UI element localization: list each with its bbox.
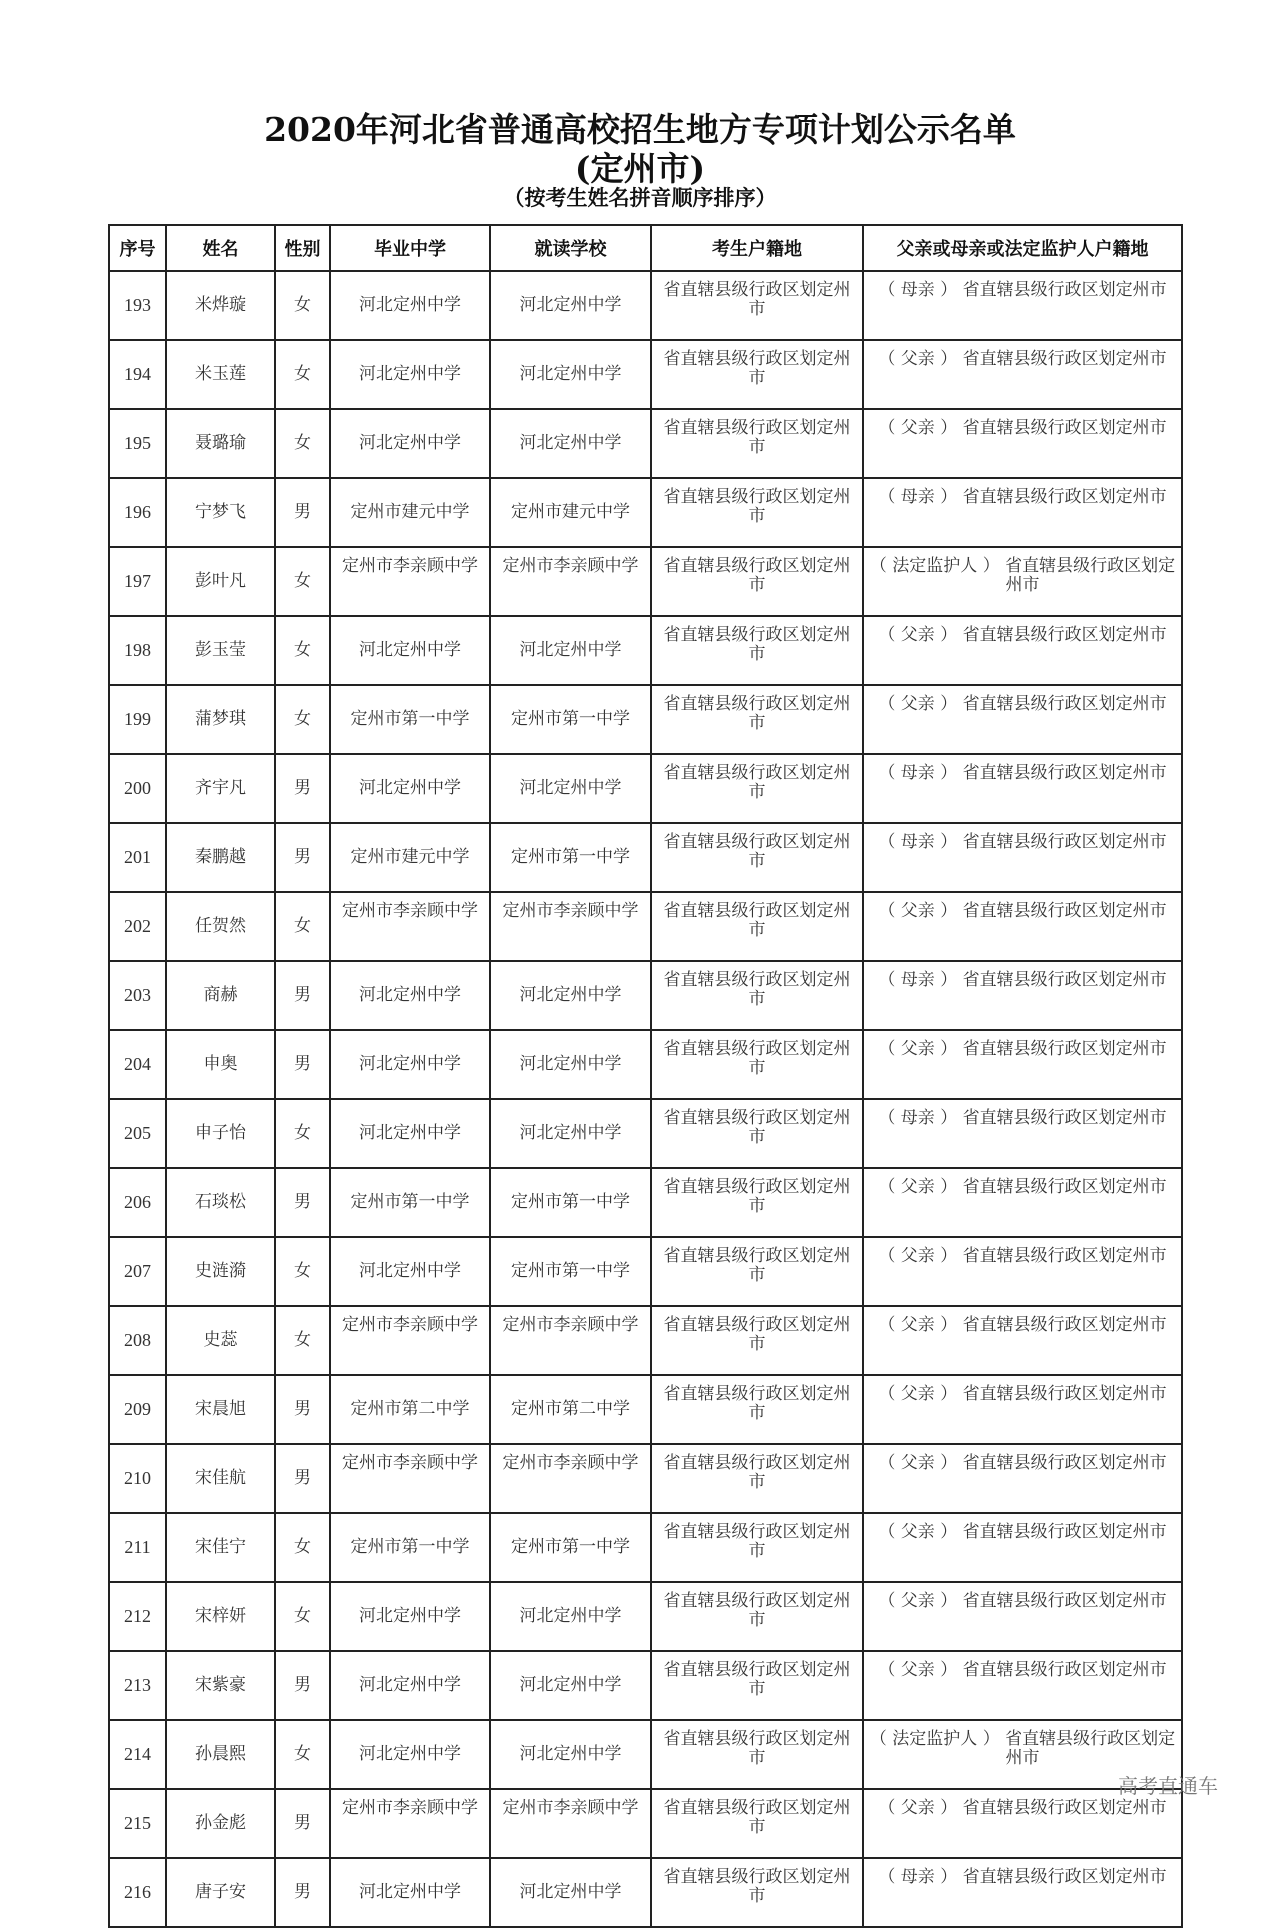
cell-gender: 女	[275, 1513, 330, 1582]
cell-graduated-school: 定州市第一中学	[330, 1513, 490, 1582]
table-row	[109, 1099, 1182, 1168]
cell-graduated-school: 河北定州中学	[330, 1099, 490, 1168]
cell-name: 孙金彪	[166, 1789, 275, 1858]
table-row	[109, 1513, 1182, 1582]
cell-seq: 215	[109, 1789, 166, 1858]
cell-seq: 208	[109, 1306, 166, 1375]
cell-guardian-hukou: （ 父亲 ） 省直辖县级行政区划定州市	[863, 1237, 1182, 1306]
cell-current-school: 河北定州中学	[490, 1099, 651, 1168]
cell-graduated-school: 定州市李亲顾中学	[330, 1306, 490, 1375]
table-row	[109, 478, 1182, 547]
cell-graduated-school: 定州市第二中学	[330, 1375, 490, 1444]
cell-seq: 207	[109, 1237, 166, 1306]
cell-student-hukou: 省直辖县级行政区划定州市	[651, 340, 863, 409]
cell-name: 宋紫豪	[166, 1651, 275, 1720]
cell-seq: 216	[109, 1858, 166, 1927]
cell-name: 任贺然	[166, 892, 275, 961]
cell-name: 史蕊	[166, 1306, 275, 1375]
page-title: 2020年河北省普通高校招生地方专项计划公示名单	[264, 110, 1016, 149]
cell-current-school: 定州市李亲顾中学	[490, 892, 651, 961]
column-header-guardian-hukou: 父亲或母亲或法定监护人户籍地	[863, 225, 1182, 271]
cell-graduated-school: 河北定州中学	[330, 271, 490, 340]
column-header-seq: 序号	[109, 225, 166, 271]
cell-gender: 男	[275, 961, 330, 1030]
cell-seq: 211	[109, 1513, 166, 1582]
cell-name: 孙晨熙	[166, 1720, 275, 1789]
cell-guardian-hukou: （ 法定监护人 ） 省直辖县级行政区划定州市	[863, 1720, 1182, 1789]
cell-current-school: 定州市第一中学	[490, 1168, 651, 1237]
cell-graduated-school: 定州市第一中学	[330, 1168, 490, 1237]
cell-student-hukou: 省直辖县级行政区划定州市	[651, 1030, 863, 1099]
column-header-graduated-school: 毕业中学	[330, 225, 490, 271]
table-row	[109, 1375, 1182, 1444]
cell-gender: 男	[275, 1030, 330, 1099]
cell-guardian-hukou: （ 父亲 ） 省直辖县级行政区划定州市	[863, 616, 1182, 685]
cell-gender: 男	[275, 1858, 330, 1927]
cell-guardian-hukou: （ 母亲 ） 省直辖县级行政区划定州市	[863, 823, 1182, 892]
watermark: 高考直通车	[1118, 1774, 1218, 1798]
cell-student-hukou: 省直辖县级行政区划定州市	[651, 271, 863, 340]
cell-gender: 女	[275, 340, 330, 409]
cell-gender: 男	[275, 754, 330, 823]
cell-guardian-hukou: （ 母亲 ） 省直辖县级行政区划定州市	[863, 961, 1182, 1030]
cell-name: 申奥	[166, 1030, 275, 1099]
cell-guardian-hukou: （ 母亲 ） 省直辖县级行政区划定州市	[863, 1858, 1182, 1927]
cell-name: 米烨璇	[166, 271, 275, 340]
cell-graduated-school: 定州市建元中学	[330, 823, 490, 892]
cell-guardian-hukou: （ 父亲 ） 省直辖县级行政区划定州市	[863, 409, 1182, 478]
cell-seq: 194	[109, 340, 166, 409]
cell-student-hukou: 省直辖县级行政区划定州市	[651, 1375, 863, 1444]
cell-student-hukou: 省直辖县级行政区划定州市	[651, 1444, 863, 1513]
cell-guardian-hukou: （ 父亲 ） 省直辖县级行政区划定州市	[863, 340, 1182, 409]
cell-guardian-hukou: （ 父亲 ） 省直辖县级行政区划定州市	[863, 685, 1182, 754]
cell-graduated-school: 河北定州中学	[330, 961, 490, 1030]
cell-graduated-school: 河北定州中学	[330, 616, 490, 685]
column-header-gender: 性别	[275, 225, 330, 271]
cell-guardian-hukou: （ 父亲 ） 省直辖县级行政区划定州市	[863, 1582, 1182, 1651]
cell-seq: 202	[109, 892, 166, 961]
cell-graduated-school: 河北定州中学	[330, 1237, 490, 1306]
cell-name: 商赫	[166, 961, 275, 1030]
cell-graduated-school: 河北定州中学	[330, 1030, 490, 1099]
cell-gender: 男	[275, 478, 330, 547]
cell-seq: 213	[109, 1651, 166, 1720]
column-header-name: 姓名	[166, 225, 275, 271]
cell-seq: 199	[109, 685, 166, 754]
cell-name: 米玉莲	[166, 340, 275, 409]
cell-name: 史涟漪	[166, 1237, 275, 1306]
cell-student-hukou: 省直辖县级行政区划定州市	[651, 1306, 863, 1375]
table-row	[109, 1030, 1182, 1099]
cell-guardian-hukou: （ 父亲 ） 省直辖县级行政区划定州市	[863, 1651, 1182, 1720]
cell-name: 宋晨旭	[166, 1375, 275, 1444]
cell-student-hukou: 省直辖县级行政区划定州市	[651, 961, 863, 1030]
cell-current-school: 河北定州中学	[490, 616, 651, 685]
cell-seq: 197	[109, 547, 166, 616]
cell-current-school: 河北定州中学	[490, 1651, 651, 1720]
cell-graduated-school: 河北定州中学	[330, 1720, 490, 1789]
cell-current-school: 河北定州中学	[490, 961, 651, 1030]
cell-gender: 男	[275, 1444, 330, 1513]
cell-seq: 203	[109, 961, 166, 1030]
page-subtitle: (定州市)	[574, 149, 706, 188]
cell-gender: 女	[275, 616, 330, 685]
cell-graduated-school: 河北定州中学	[330, 754, 490, 823]
cell-guardian-hukou: （ 母亲 ） 省直辖县级行政区划定州市	[863, 1099, 1182, 1168]
cell-name: 齐宇凡	[166, 754, 275, 823]
cell-gender: 女	[275, 1720, 330, 1789]
cell-current-school: 定州市第一中学	[490, 823, 651, 892]
cell-student-hukou: 省直辖县级行政区划定州市	[651, 892, 863, 961]
cell-gender: 女	[275, 1582, 330, 1651]
cell-guardian-hukou: （ 法定监护人 ） 省直辖县级行政区划定州市	[863, 547, 1182, 616]
table-row	[109, 340, 1182, 409]
cell-student-hukou: 省直辖县级行政区划定州市	[651, 1789, 863, 1858]
cell-current-school: 河北定州中学	[490, 271, 651, 340]
cell-guardian-hukou: （ 父亲 ） 省直辖县级行政区划定州市	[863, 1375, 1182, 1444]
cell-seq: 214	[109, 1720, 166, 1789]
cell-gender: 女	[275, 1237, 330, 1306]
cell-guardian-hukou: （ 父亲 ） 省直辖县级行政区划定州市	[863, 892, 1182, 961]
cell-gender: 女	[275, 547, 330, 616]
table-row	[109, 1306, 1182, 1375]
cell-student-hukou: 省直辖县级行政区划定州市	[651, 685, 863, 754]
cell-student-hukou: 省直辖县级行政区划定州市	[651, 1513, 863, 1582]
cell-gender: 男	[275, 1651, 330, 1720]
cell-gender: 女	[275, 1306, 330, 1375]
table-row	[109, 961, 1182, 1030]
cell-seq: 210	[109, 1444, 166, 1513]
cell-current-school: 定州市第一中学	[490, 1513, 651, 1582]
cell-current-school: 河北定州中学	[490, 754, 651, 823]
cell-current-school: 河北定州中学	[490, 1858, 651, 1927]
cell-graduated-school: 定州市建元中学	[330, 478, 490, 547]
cell-student-hukou: 省直辖县级行政区划定州市	[651, 1651, 863, 1720]
cell-name: 彭玉莹	[166, 616, 275, 685]
cell-gender: 女	[275, 1099, 330, 1168]
cell-seq: 206	[109, 1168, 166, 1237]
cell-guardian-hukou: （ 母亲 ） 省直辖县级行政区划定州市	[863, 478, 1182, 547]
cell-seq: 205	[109, 1099, 166, 1168]
cell-student-hukou: 省直辖县级行政区划定州市	[651, 547, 863, 616]
cell-current-school: 河北定州中学	[490, 1720, 651, 1789]
cell-name: 宁梦飞	[166, 478, 275, 547]
cell-graduated-school: 河北定州中学	[330, 409, 490, 478]
cell-student-hukou: 省直辖县级行政区划定州市	[651, 1099, 863, 1168]
cell-student-hukou: 省直辖县级行政区划定州市	[651, 409, 863, 478]
roster-table	[108, 224, 1183, 1928]
column-header-student-hukou: 考生户籍地	[651, 225, 863, 271]
cell-graduated-school: 定州市李亲顾中学	[330, 1789, 490, 1858]
cell-seq: 209	[109, 1375, 166, 1444]
cell-guardian-hukou: （ 父亲 ） 省直辖县级行政区划定州市	[863, 1030, 1182, 1099]
table-row	[109, 409, 1182, 478]
cell-name: 唐子安	[166, 1858, 275, 1927]
cell-current-school: 定州市李亲顾中学	[490, 1444, 651, 1513]
cell-student-hukou: 省直辖县级行政区划定州市	[651, 1237, 863, 1306]
table-row	[109, 547, 1182, 616]
table-row	[109, 1582, 1182, 1651]
cell-guardian-hukou: （ 父亲 ） 省直辖县级行政区划定州市	[863, 1444, 1182, 1513]
cell-student-hukou: 省直辖县级行政区划定州市	[651, 754, 863, 823]
cell-student-hukou: 省直辖县级行政区划定州市	[651, 1168, 863, 1237]
table-header-row	[109, 225, 1182, 271]
cell-current-school: 河北定州中学	[490, 340, 651, 409]
sort-note: （按考生姓名拼音顺序排序）	[503, 185, 777, 210]
table-row	[109, 616, 1182, 685]
cell-current-school: 定州市李亲顾中学	[490, 1789, 651, 1858]
cell-seq: 196	[109, 478, 166, 547]
cell-graduated-school: 定州市李亲顾中学	[330, 892, 490, 961]
table-row	[109, 1789, 1182, 1858]
cell-gender: 女	[275, 892, 330, 961]
cell-guardian-hukou: （ 父亲 ） 省直辖县级行政区划定州市	[863, 1513, 1182, 1582]
cell-seq: 200	[109, 754, 166, 823]
cell-current-school: 定州市第一中学	[490, 685, 651, 754]
cell-name: 申子怡	[166, 1099, 275, 1168]
table-row	[109, 892, 1182, 961]
cell-seq: 212	[109, 1582, 166, 1651]
table-row	[109, 1858, 1182, 1927]
cell-student-hukou: 省直辖县级行政区划定州市	[651, 616, 863, 685]
table-row	[109, 685, 1182, 754]
cell-graduated-school: 河北定州中学	[330, 1651, 490, 1720]
cell-name: 石琰松	[166, 1168, 275, 1237]
cell-student-hukou: 省直辖县级行政区划定州市	[651, 1720, 863, 1789]
cell-current-school: 河北定州中学	[490, 409, 651, 478]
cell-seq: 195	[109, 409, 166, 478]
table-row	[109, 1720, 1182, 1789]
cell-guardian-hukou: （ 母亲 ） 省直辖县级行政区划定州市	[863, 754, 1182, 823]
cell-guardian-hukou: （ 父亲 ） 省直辖县级行政区划定州市	[863, 1306, 1182, 1375]
cell-graduated-school: 河北定州中学	[330, 340, 490, 409]
cell-current-school: 定州市第一中学	[490, 1237, 651, 1306]
cell-name: 蒲梦琪	[166, 685, 275, 754]
table-row	[109, 271, 1182, 340]
cell-name: 秦鹏越	[166, 823, 275, 892]
cell-seq: 198	[109, 616, 166, 685]
cell-student-hukou: 省直辖县级行政区划定州市	[651, 478, 863, 547]
cell-student-hukou: 省直辖县级行政区划定州市	[651, 823, 863, 892]
cell-gender: 女	[275, 685, 330, 754]
cell-name: 宋梓妍	[166, 1582, 275, 1651]
cell-graduated-school: 定州市第一中学	[330, 685, 490, 754]
cell-guardian-hukou: （ 父亲 ） 省直辖县级行政区划定州市	[863, 1168, 1182, 1237]
cell-graduated-school: 定州市李亲顾中学	[330, 1444, 490, 1513]
cell-current-school: 定州市第二中学	[490, 1375, 651, 1444]
cell-current-school: 河北定州中学	[490, 1582, 651, 1651]
cell-seq: 201	[109, 823, 166, 892]
cell-student-hukou: 省直辖县级行政区划定州市	[651, 1858, 863, 1927]
cell-gender: 男	[275, 1789, 330, 1858]
cell-name: 彭叶凡	[166, 547, 275, 616]
cell-seq: 193	[109, 271, 166, 340]
table-row	[109, 1444, 1182, 1513]
cell-gender: 男	[275, 1375, 330, 1444]
cell-guardian-hukou: （ 父亲 ） 省直辖县级行政区划定州市	[863, 1789, 1182, 1858]
cell-gender: 女	[275, 409, 330, 478]
cell-current-school: 河北定州中学	[490, 1030, 651, 1099]
table-row	[109, 1168, 1182, 1237]
cell-gender: 男	[275, 823, 330, 892]
cell-current-school: 定州市建元中学	[490, 478, 651, 547]
table-row	[109, 823, 1182, 892]
cell-guardian-hukou: （ 母亲 ） 省直辖县级行政区划定州市	[863, 271, 1182, 340]
cell-gender: 女	[275, 271, 330, 340]
cell-current-school: 定州市李亲顾中学	[490, 1306, 651, 1375]
cell-gender: 男	[275, 1168, 330, 1237]
cell-student-hukou: 省直辖县级行政区划定州市	[651, 1582, 863, 1651]
column-header-current-school: 就读学校	[490, 225, 651, 271]
cell-seq: 204	[109, 1030, 166, 1099]
cell-graduated-school: 河北定州中学	[330, 1582, 490, 1651]
table-row	[109, 754, 1182, 823]
cell-graduated-school: 定州市李亲顾中学	[330, 547, 490, 616]
cell-name: 宋佳航	[166, 1444, 275, 1513]
table-row	[109, 1237, 1182, 1306]
cell-name: 宋佳宁	[166, 1513, 275, 1582]
cell-name: 聂璐瑜	[166, 409, 275, 478]
table-row	[109, 1651, 1182, 1720]
cell-graduated-school: 河北定州中学	[330, 1858, 490, 1927]
cell-current-school: 定州市李亲顾中学	[490, 547, 651, 616]
